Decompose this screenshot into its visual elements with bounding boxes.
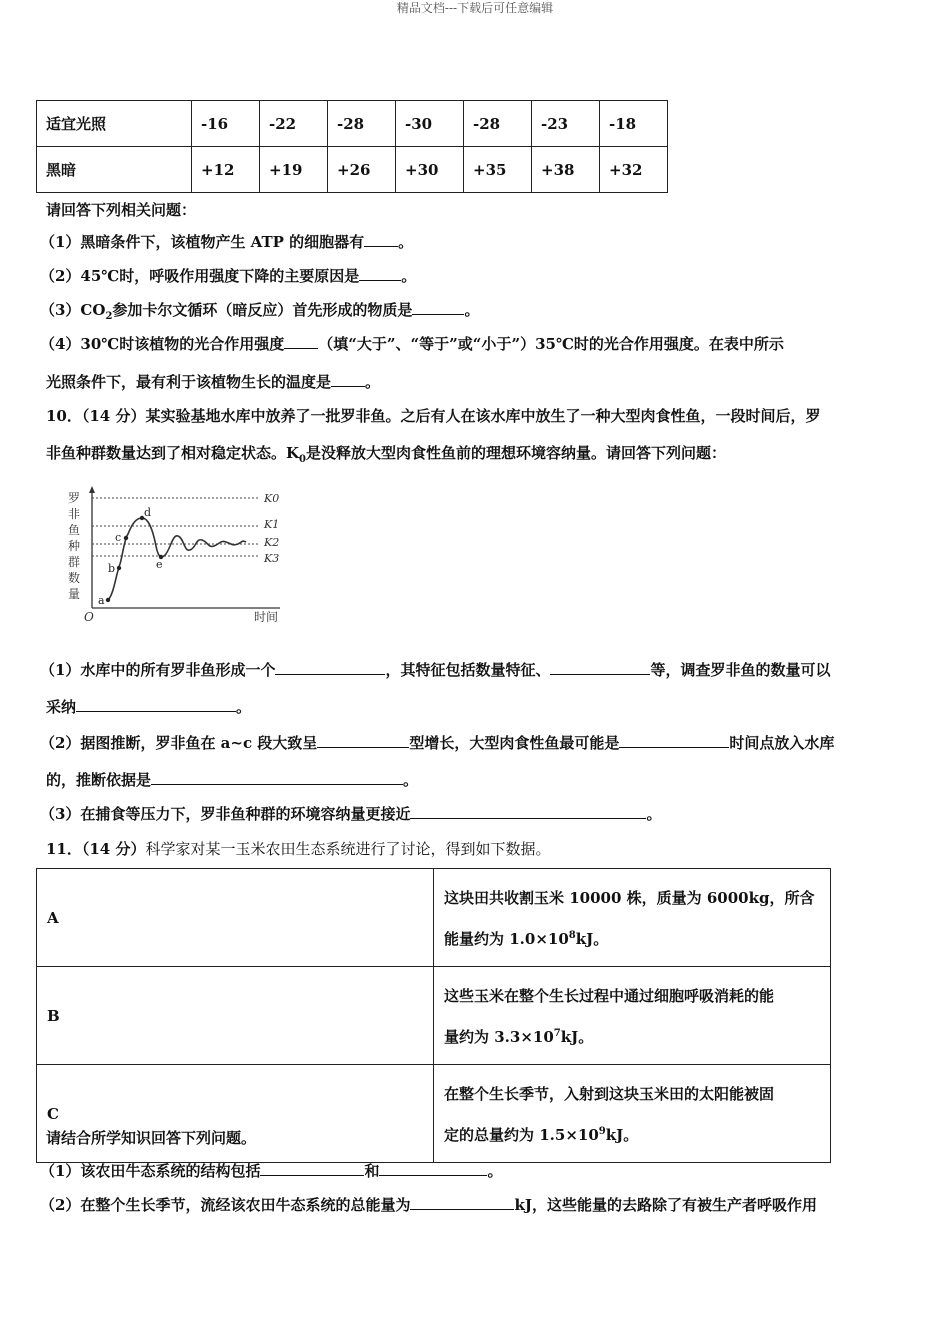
table-cell: -23: [532, 101, 600, 147]
q10-part1-continued: [46, 697, 251, 717]
answer-blank[interactable]: [364, 232, 398, 247]
q10-stem-line2: [46, 443, 726, 470]
label-b: b: [108, 562, 116, 575]
point-a: [106, 598, 110, 602]
answer-blank[interactable]: [151, 770, 403, 785]
page-header: 精品文档---下载后可任意编辑: [396, 1, 554, 15]
q9-part2: [40, 266, 416, 286]
row-label: C: [37, 1065, 434, 1163]
q10-part2-text-c: 时间点放入水库: [729, 734, 835, 752]
label-d: d: [144, 506, 152, 519]
q9-part1-text: （1）黑暗条件下，该植物产生 ATP 的细胞器有: [40, 233, 365, 251]
table-cell: -28: [464, 101, 532, 147]
row-line2b: kJ。: [560, 1028, 594, 1046]
ylabel-char: 量: [68, 587, 81, 601]
answer-blank[interactable]: [410, 804, 646, 819]
q10-part2-text-b: 型增长，大型肉食性鱼最可能是: [409, 734, 620, 752]
row-label: A: [37, 869, 434, 967]
population-graph: [60, 484, 300, 630]
subscript: 2: [105, 311, 113, 322]
row-label: 适宜光照: [37, 101, 192, 147]
energy-table: [36, 868, 831, 1163]
q10-part1-text-c: 等，调查罗非鱼的数量可以: [650, 661, 831, 679]
q9-part3: [40, 300, 479, 327]
k1-label: K1: [264, 518, 280, 531]
q10-part1-text-b: ，其特征包括数量特征、: [385, 661, 551, 679]
k2-label: K2: [264, 536, 280, 549]
superscript: 9: [598, 1126, 606, 1137]
superscript: 7: [553, 1028, 561, 1039]
q11-part2: [40, 1195, 817, 1215]
row-line2b: kJ。: [575, 930, 609, 948]
temperature-table: [36, 100, 668, 193]
answer-blank[interactable]: [379, 1161, 487, 1176]
row-line2b: kJ。: [605, 1126, 639, 1144]
ylabel-char: 种: [68, 539, 81, 553]
q11-stem: [46, 839, 551, 859]
x-axis-label: 时间: [254, 610, 279, 624]
answer-blank[interactable]: [550, 660, 650, 675]
ylabel-char: 非: [68, 507, 81, 521]
q10-stem-text-a: 非鱼种群数量达到了相对稳定状态。K: [46, 444, 300, 462]
row-label: 黑暗: [37, 147, 192, 193]
q9-intro: 请回答下列相关问题：: [46, 201, 197, 219]
q10-part2-continued: [46, 770, 418, 790]
q11-part1: [40, 1161, 502, 1181]
table-cell: +19: [260, 147, 328, 193]
answer-blank[interactable]: [284, 334, 318, 349]
q9-part4-text-b: （填“大于”、“等于”或“小于”）35℃时的光合作用强度。在表中所示: [318, 335, 784, 353]
q9-part4-continued: [46, 372, 380, 392]
table-cell: +35: [464, 147, 532, 193]
q9-part3-text-a: （3）CO: [40, 301, 106, 319]
q11-part1-end: 。: [487, 1162, 503, 1180]
ylabel-char: 鱼: [68, 523, 81, 537]
answer-blank[interactable]: [619, 733, 729, 748]
point-c: [124, 536, 128, 540]
table-row: [37, 147, 668, 193]
q10-part3-end: 。: [646, 805, 662, 823]
q11-intro: 请结合所学知识回答下列问题。: [46, 1129, 257, 1147]
table-cell: +30: [396, 147, 464, 193]
row-text: [434, 869, 831, 967]
q10-part1-text-a: （1）水库中的所有罗非鱼形成一个: [40, 661, 276, 679]
row-line1: 在整个生长季节，入射到这块玉米田的太阳能被固: [444, 1085, 775, 1103]
q10-part3: [40, 804, 661, 824]
q11-number: 11．（14 分）: [46, 840, 146, 858]
row-text: [434, 1065, 831, 1163]
table-cell: +26: [328, 147, 396, 193]
k3-label: K3: [264, 552, 280, 565]
q10-part1-text-d: 采纳: [46, 698, 77, 716]
table-cell: +38: [532, 147, 600, 193]
q9-part4: [40, 334, 784, 354]
table-row: [37, 101, 668, 147]
ylabel-char: 群: [68, 555, 81, 569]
q11-part2-text-a: （2）在整个生长季节，流经该农田牛态系统的总能量为: [40, 1196, 411, 1214]
q11-part1-text-a: （1）该农田牛态系统的结构包括: [40, 1162, 261, 1180]
answer-blank[interactable]: [76, 697, 236, 712]
label-e: e: [156, 558, 163, 571]
label-c: c: [115, 531, 122, 544]
answer-blank[interactable]: [359, 266, 401, 281]
label-a: a: [98, 594, 105, 607]
q9-part2-text: （2）45℃时，呼吸作用强度下降的主要原因是: [40, 267, 360, 285]
ylabel-char: 罗: [68, 491, 81, 505]
table-cell: +32: [600, 147, 668, 193]
row-line2a: 定的总量约为 1.5×10: [444, 1126, 599, 1144]
q11-part2-text-b: kJ，这些能量的去路除了有被生产者呼吸作用: [514, 1196, 817, 1214]
table-cell: -16: [192, 101, 260, 147]
q9-part4-text-c: 光照条件下，最有利于该植物生长的温度是: [46, 373, 332, 391]
q10-part1: [40, 660, 830, 680]
superscript: 8: [568, 930, 576, 941]
q9-part1: [40, 232, 413, 252]
table-cell: -18: [600, 101, 668, 147]
q9-part4-end: 。: [365, 373, 381, 391]
q9-part1-end: 。: [398, 233, 414, 251]
origin-label: O: [84, 610, 94, 624]
q9-part2-end: 。: [401, 267, 417, 285]
row-line2a: 能量约为 1.0×10: [444, 930, 569, 948]
row-line1: 这块田共收割玉米 10000 株，质量为 6000kg，所含: [444, 889, 815, 907]
row-label: B: [37, 967, 434, 1065]
q10-stem-text-b: 是没释放大型肉食性鱼前的理想环境容纳量。请回答下列问题：: [306, 444, 727, 462]
q11-stem-text: 科学家对某一玉米农田生态系统进行了讨论，得到如下数据。: [145, 840, 551, 858]
row-text: [434, 967, 831, 1065]
q10-stem-line1: 10．（14 分）某实验基地水库中放养了一批罗非鱼。之后有人在该水库中放生了一种大型肉食性鱼，一段时间后，罗: [46, 407, 821, 425]
table-cell: +12: [192, 147, 260, 193]
answer-blank[interactable]: [410, 1195, 514, 1210]
table-cell: -30: [396, 101, 464, 147]
q10-part2: [40, 733, 834, 753]
answer-blank[interactable]: [412, 300, 464, 315]
population-curve: [108, 518, 246, 600]
q10-part1-end: 。: [236, 698, 252, 716]
q10-part2-end: 。: [403, 771, 419, 789]
ylabel-char: 数: [68, 571, 81, 585]
row-line1: 这些玉米在整个生长过程中通过细胞呼吸消耗的能: [444, 987, 775, 1005]
y-axis-arrow: [89, 486, 95, 493]
table-row: [37, 869, 831, 967]
table-cell: -28: [328, 101, 396, 147]
q10-part2-text-a: （2）据图推断，罗非鱼在 a~c 段大致呈: [40, 734, 318, 752]
row-line2a: 量约为 3.3×10: [444, 1028, 554, 1046]
answer-blank[interactable]: [275, 660, 385, 675]
k0-label: K0: [264, 492, 280, 505]
table-cell: -22: [260, 101, 328, 147]
point-b: [117, 566, 121, 570]
subscript: 0: [299, 454, 307, 465]
q9-part4-text-a: （4）30℃时该植物的光合作用强度: [40, 335, 285, 353]
table-row: [37, 967, 831, 1065]
q10-part3-text: （3）在捕食等压力下，罗非鱼种群的环境容纳量更接近: [40, 805, 411, 823]
q10-part2-text-d: 的，推断依据是: [46, 771, 152, 789]
answer-blank[interactable]: [260, 1161, 364, 1176]
q9-part3-end: 。: [464, 301, 480, 319]
answer-blank[interactable]: [317, 733, 409, 748]
answer-blank[interactable]: [331, 372, 365, 387]
q11-part1-text-b: 和: [364, 1162, 380, 1180]
q9-part3-text-b: 参加卡尔文循环（暗反应）首先形成的物质是: [112, 301, 413, 319]
